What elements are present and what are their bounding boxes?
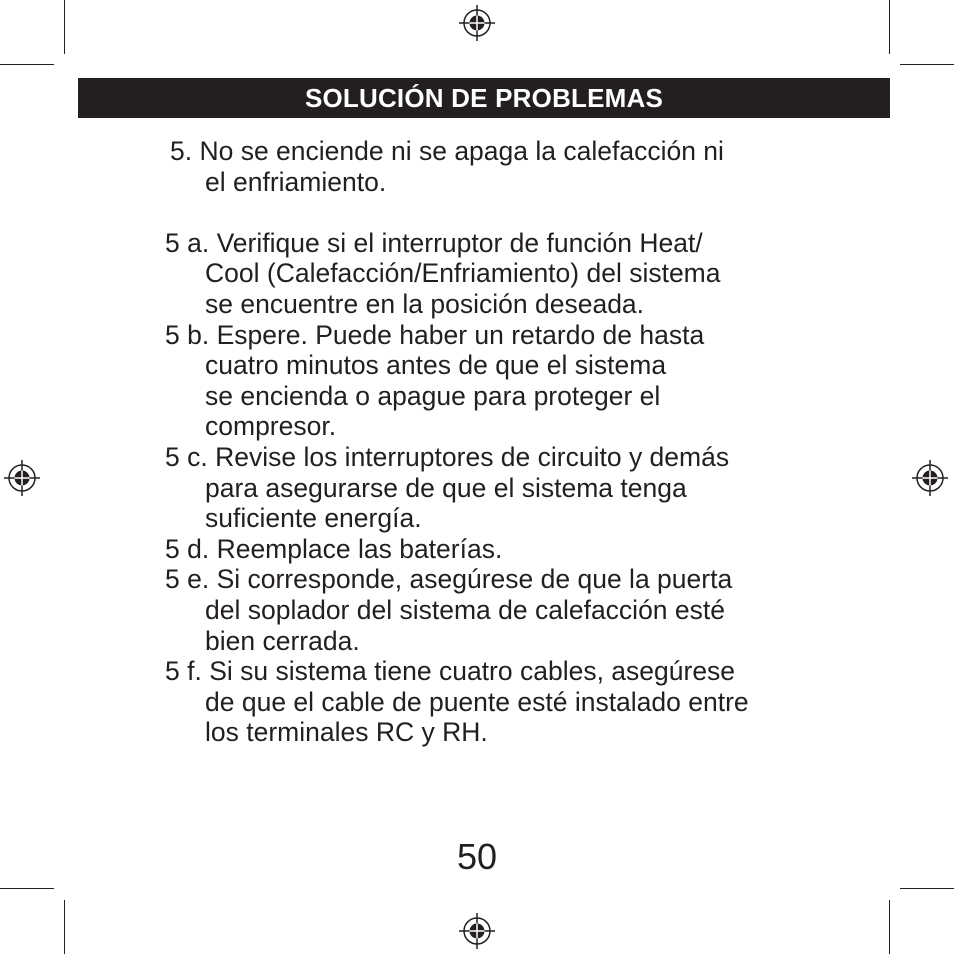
solution-item-5f: 5 f. Si su sistema tiene cuatro cables, asegúrese de que el cable de puente esté instalado entre los terminales RC y RH. (165, 656, 749, 748)
solution-item-5d: 5 d. Reemplace las baterías. (165, 533, 503, 564)
troubleshooting-list (165, 136, 865, 748)
crop-mark-top-left-vertical (64, 0, 65, 54)
crop-mark-top-right-horizontal (900, 64, 954, 65)
page-number: 50 (456, 836, 498, 877)
solution-item-5b: 5 b. Espere. Puede haber un retardo de hasta cuatro minutos antes de que el sistema se encienda o apague para proteger el compresor. (165, 319, 705, 442)
solution-item-5a: 5 a. Verifique si el interruptor de función Heat/ Cool (Calefacción/Enfriamiento) del sistema se encuentre en la posición deseada. (165, 227, 721, 319)
registration-mark-icon (4, 460, 40, 496)
crop-mark-bottom-left-horizontal (0, 888, 54, 889)
registration-mark-icon (459, 913, 495, 949)
crop-mark-bottom-right-vertical (889, 900, 890, 954)
section-title: SOLUCIÓN DE PROBLEMAS (304, 82, 664, 113)
crop-mark-top-left-horizontal (0, 64, 54, 65)
solution-item-5c: 5 c. Revise los interruptores de circuito y demás para asegurarse de que el sistema tenga suficiente energía. (165, 441, 730, 534)
problem-statement: 5. No se enciende ni se apaga la calefacción ni el enfriamiento. (170, 136, 724, 197)
solution-item-5e: 5 e. Si corresponde, asegúrese de que la puerta del soplador del sistema de calefacción esté bien cerrada. (165, 564, 733, 656)
registration-mark-icon (459, 5, 495, 41)
registration-mark-icon (912, 460, 948, 496)
crop-mark-bottom-right-horizontal (900, 888, 954, 889)
crop-mark-bottom-left-vertical (64, 900, 65, 954)
crop-mark-top-right-vertical (889, 0, 890, 54)
section-header-bar (78, 78, 890, 118)
